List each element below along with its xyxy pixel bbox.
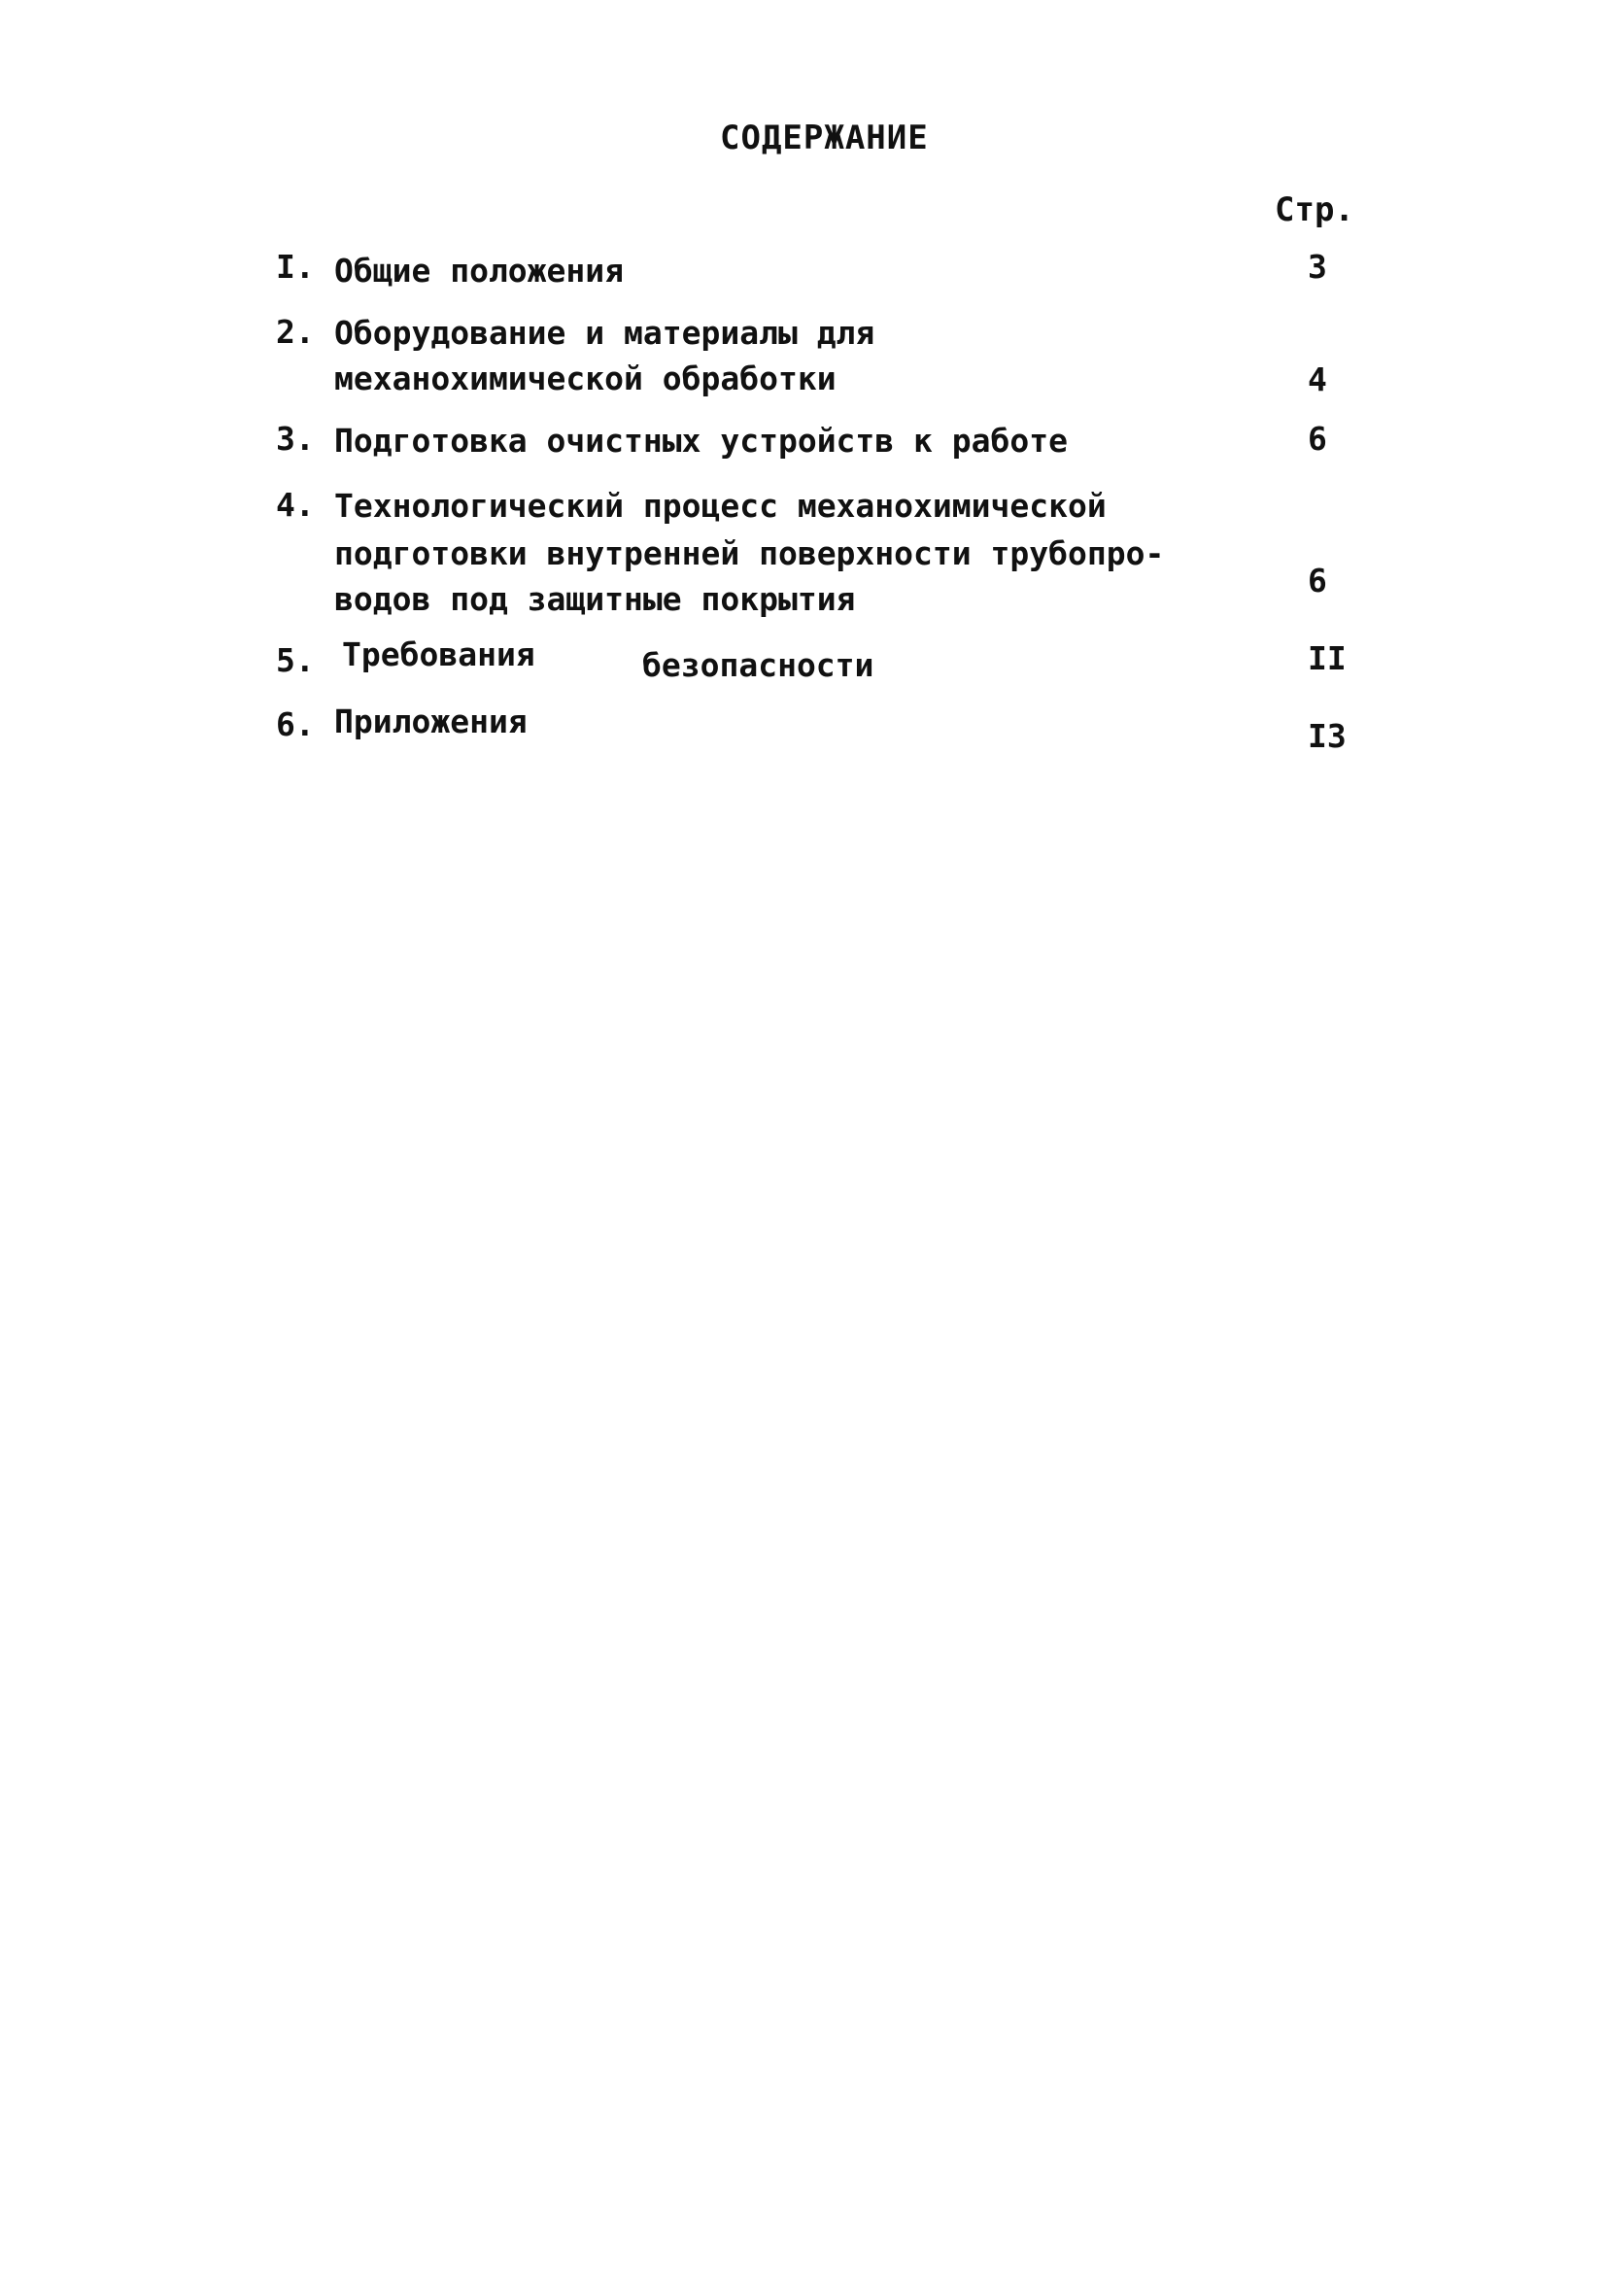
toc-entry-page: 6 [1308, 562, 1327, 600]
toc-entry-title-continued: механохимической обработки [334, 360, 837, 397]
toc-entry-page: 4 [1308, 360, 1327, 398]
toc-entry-page: 6 [1308, 420, 1327, 458]
toc-entry-title: Требования [342, 635, 535, 673]
toc-entry-page: 3 [1308, 248, 1327, 286]
page-title: СОДЕРЖАНИЕ [720, 119, 929, 157]
toc-entry-title-continued: безопасности [642, 646, 874, 684]
toc-entry-number: 5. [276, 641, 315, 679]
toc-entry-title: Приложения [334, 703, 528, 740]
toc-entry-title-continued: подготовки внутренней поверхности трубопро- [334, 534, 1165, 572]
toc-entry-number: 2. [276, 313, 315, 351]
toc-entry-number: 6. [276, 705, 315, 743]
toc-entry-title: Общие положения [334, 252, 625, 290]
page-column-header: Стр. [1275, 190, 1354, 229]
toc-entry-number: 3. [276, 420, 315, 458]
toc-entry-page: II [1308, 639, 1347, 677]
toc-entry-title: Технологический процесс механохимической [334, 487, 1107, 525]
toc-entry-title-continued: водов под защитные покрытия [334, 580, 856, 618]
toc-entry-title: Подготовка очистных устройств к работе [334, 422, 1068, 460]
toc-entry-page: I3 [1308, 717, 1347, 755]
toc-entry-title: Оборудование и материалы для [334, 314, 875, 352]
toc-entry-number: 4. [276, 486, 315, 524]
toc-entry-number: I. [276, 248, 315, 286]
